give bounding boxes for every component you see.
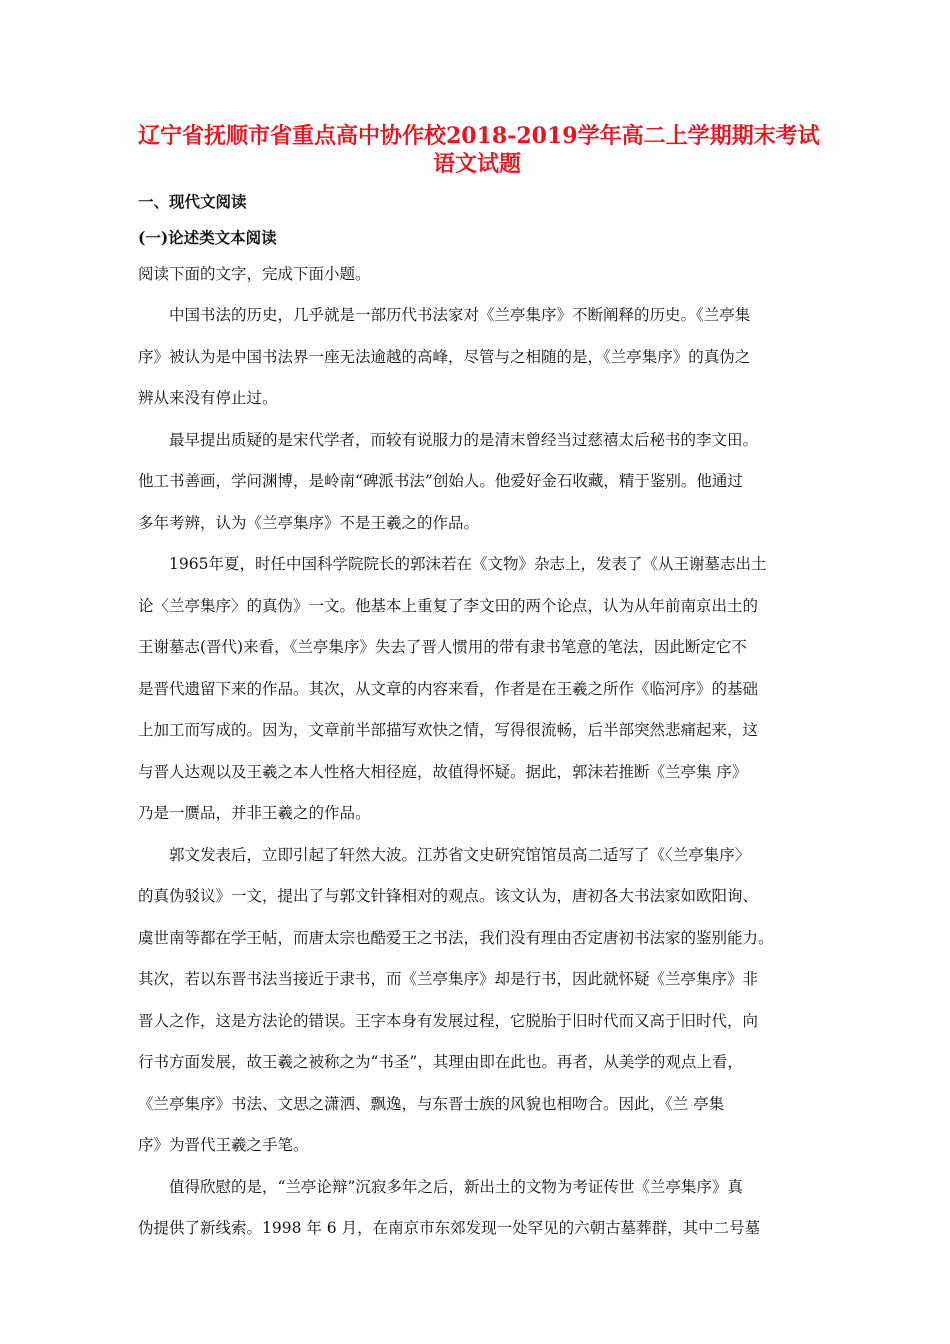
paragraph-line: 多年考辨，认为《兰亭集序》不是王羲之的作品。 <box>138 513 480 532</box>
title-line-2: 语文试题 <box>432 151 521 177</box>
paragraph-line: 《兰亭集序》书法、文思之潇洒、飘逸，与东晋士族的风貌也相吻合。因此，《兰 亭集 <box>138 1094 725 1113</box>
subsection-heading: (一)论述类文本阅读 <box>138 228 277 247</box>
paragraph-line: 上加工而写成的。因为，文章前半部描写欢快之情，写得很流畅，后半部突然悲痛起来，这 <box>138 721 759 739</box>
paragraph-line: 的真伪驳议》一文，提出了与郭文针锋相对的观点。该文认为，唐初各大书法家如欧阳询、 <box>138 887 759 905</box>
paragraph-line: 序》被认为是中国书法界一座无法逾越的高峰，尽管与之相随的是，《兰亭集序》的真伪之 <box>138 347 751 366</box>
paragraph-line: 晋人之作，这是方法论的错误。王字本身有发展过程，它脱胎于旧时代而又高于旧时代，向 <box>138 1011 759 1030</box>
article-body <box>138 295 816 1250</box>
title-line-1: 辽宁省抚顺市省重点高中协作校2018-2019学年高二上学期期末考试 <box>138 123 820 149</box>
paragraph-line: 值得欣慰的是，“兰亭论辩”沉寂多年之后，新出土的文物为考证传世《兰亭集序》真 <box>169 1177 743 1196</box>
article-paragraph <box>138 1167 816 1250</box>
paragraph-line: 辨从来没有停止过。 <box>138 389 278 407</box>
paragraph-line: 伪提供了新线索。1998 年 6 月，在南京市东郊发现一处罕见的六朝古墓葬群，其中二号墓 <box>138 1219 761 1237</box>
paragraph-line: 序》为晋代王羲之手笔。 <box>138 1136 309 1154</box>
paragraph-line: 与晋人达观以及王羲之本人性格大相径庭，故值得怀疑。据此，郭沫若推断《兰亭集 序》 <box>138 762 748 781</box>
paragraph-line: 郭文发表后，立即引起了轩然大波。江苏省文史研究馆馆员高二适写了《〈兰亭集序〉 <box>169 845 751 864</box>
article-paragraph <box>138 835 816 1167</box>
paragraph-line: 行书方面发展，故王羲之被称之为“书圣”，其理由即在此也。再者，从美学的观点上看， <box>138 1053 743 1071</box>
paragraph-line: 最早提出质疑的是宋代学者，而较有说服力的是清末曾经当过慈禧太后秘书的李文田。 <box>169 430 759 449</box>
paragraph-line: 王谢墓志(晋代)来看，《兰亭集序》失去了晋人惯用的带有隶书笔意的笔法，因此断定它不 <box>138 638 747 656</box>
article-paragraph <box>138 295 816 420</box>
article-paragraph <box>138 420 816 545</box>
paragraph-line: 中国书法的历史，几乎就是一部历代书法家对《兰亭集序》不断阐释的历史。《兰亭集 <box>169 306 751 324</box>
article-paragraph <box>138 544 816 835</box>
paragraph-line: 1965年夏，时任中国科学院院长的郭沫若在《文物》杂志上，发表了《从王谢墓志出土 <box>169 555 767 573</box>
paragraph-line: 虞世南等都在学王帖，而唐太宗也酷爱王之书法，我们没有理由否定唐初书法家的鉴别能力。 <box>138 928 774 947</box>
paragraph-line: 其次，若以东晋书法当接近于隶书，而《兰亭集序》却是行书，因此就怀疑《兰亭集序》非 <box>138 970 759 988</box>
document-title <box>138 122 820 178</box>
reading-instruction: 阅读下面的文字，完成下面小题。 <box>138 265 371 283</box>
section-heading: 一、现代文阅读 <box>138 192 247 211</box>
paragraph-line: 论〈兰亭集序〉的真伪》一文。他基本上重复了李文田的两个论点，认为从年前南京出土的 <box>138 596 759 615</box>
paragraph-line: 是晋代遗留下来的作品。其次，从文章的内容来看，作者是在王羲之所作《临河序》的基础 <box>138 679 759 698</box>
paragraph-line: 乃是一赝品，并非王羲之的作品。 <box>138 804 371 822</box>
paragraph-line: 他工书善画，学问渊博，是岭南“碑派书法”创始人。他爱好金石收藏，精于鉴别。他通过 <box>138 472 743 490</box>
